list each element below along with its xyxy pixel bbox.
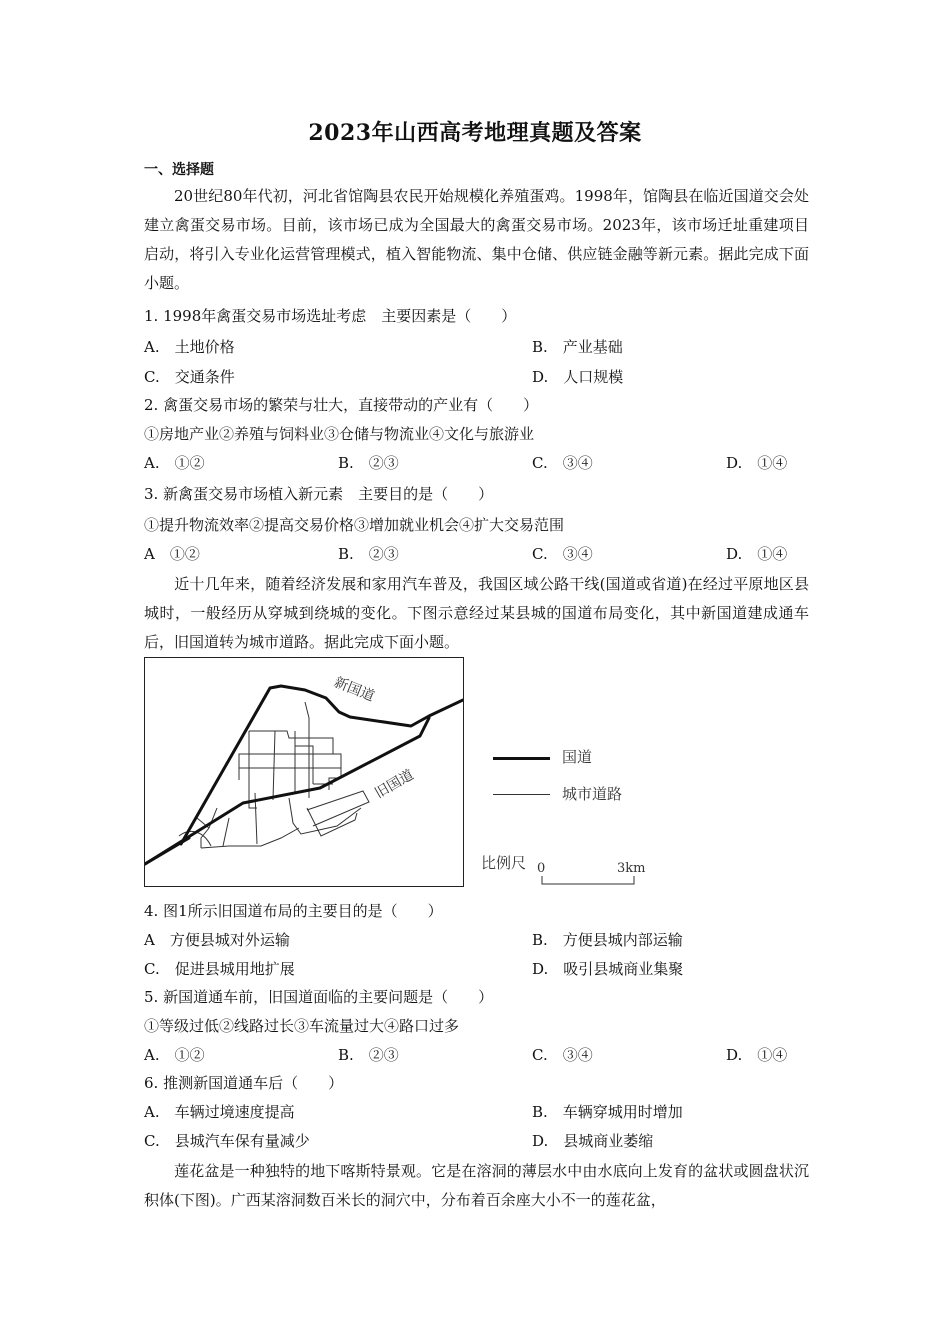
q3-option-d: D. ①④: [726, 545, 788, 563]
question-5-items: ①等级过低②线路过长③车流量过大④路口过多: [144, 1017, 460, 1035]
legend-city-line: [493, 794, 550, 795]
question-5-stem: 5. 新国道通车前，旧国道面临的主要问题是（ ）: [144, 988, 494, 1006]
q6-option-c: C. 县城汽车保有量减少: [144, 1132, 310, 1150]
q5-option-b: B. ②③: [338, 1046, 399, 1064]
q3-option-a: A ①②: [144, 545, 200, 563]
legend-city-label: 城市道路: [562, 785, 623, 803]
road-map-svg: [145, 658, 463, 886]
q4-option-b: B. 方便县城内部运输: [532, 931, 683, 949]
q4-option-c: C. 促进县城用地扩展: [144, 960, 295, 978]
question-2-items: ①房地产业②养殖与饲料业③仓储与物流业④文化与旅游业: [144, 425, 535, 443]
passage-1-text: 20世纪80年代初，河北省馆陶县农民开始规模化养殖蛋鸡。1998年，馆陶县在临近国道交会处建立禽蛋交易市场。目前，该市场已成为全国最大的禽蛋交易市场。2023年，该市场迁址重建项目启动，将引入专业化运营管理模式，植入智能物流、集中仓储、供应链金融等新元素。据此完成下面小题。: [144, 187, 809, 292]
scale-label: 比例尺: [481, 854, 527, 872]
q6-option-d: D. 县城商业萎缩: [532, 1132, 654, 1150]
question-1-stem: 1. 1998年禽蛋交易市场选址考虑 主要因素是（ ）: [144, 307, 517, 325]
q3-option-c: C. ③④: [532, 545, 593, 563]
passage-3-text: 莲花盆是一种独特的地下喀斯特景观。它是在溶洞的薄层水中由水底向上发育的盆状或圆盘状沉积体(下图)。广西某溶洞数百米长的洞穴中，分布着百余座大小不一的莲花盆，: [144, 1162, 809, 1209]
scale-start: 0: [537, 861, 546, 876]
q2-option-b: B. ②③: [338, 454, 399, 472]
q1-option-c: C. 交通条件: [144, 368, 235, 386]
question-2-stem: 2. 禽蛋交易市场的繁荣与壮大，直接带动的产业有（ ）: [144, 396, 539, 414]
question-6-stem: 6. 推测新国道通车后（ ）: [144, 1074, 344, 1092]
passage-3: [144, 1157, 809, 1215]
q5-option-c: C. ③④: [532, 1046, 593, 1064]
q4-option-a: A 方便县城对外运输: [144, 931, 290, 949]
q6-option-a: A. 车辆过境速度提高: [144, 1103, 295, 1121]
road-map-figure: [144, 657, 464, 887]
new-national-road: [181, 686, 463, 844]
q2-option-d: D. ①④: [726, 454, 788, 472]
question-3-stem: 3. 新禽蛋交易市场植入新元素 主要目的是（ ）: [144, 485, 494, 503]
q5-option-d: D. ①④: [726, 1046, 788, 1064]
question-4-stem: 4. 图1所示旧国道布局的主要目的是（ ）: [144, 902, 443, 920]
q4-option-d: D. 吸引县城商业集聚: [532, 960, 684, 978]
scale-end: 3km: [617, 861, 646, 876]
passage-1: [144, 182, 809, 298]
q6-option-b: B. 车辆穿城用时增加: [532, 1103, 683, 1121]
q1-option-d: D. 人口规模: [532, 368, 624, 386]
new-road-label: 新国道: [331, 674, 377, 705]
passage-2-text: 近十几年来，随着经济发展和家用汽车普及，我国区域公路干线(国道或省道)在经过平原地区县城时，一般经历从穿城到绕城的变化。下图示意经过某县城的国道布局变化，其中新国道建成通车后，旧国道转为城市道路。据此完成下面小题。: [144, 575, 809, 651]
old-road-label: 旧国道: [372, 767, 417, 802]
legend-national-label: 国道: [562, 748, 593, 766]
scale-bar-line: [542, 876, 634, 884]
q1-option-b: B. 产业基础: [532, 338, 623, 356]
legend-national-line: [493, 757, 550, 760]
question-3-items: ①提升物流效率②提高交易价格③增加就业机会④扩大交易范围: [144, 516, 565, 534]
q1-option-a: A. 土地价格: [144, 338, 235, 356]
section-heading: 一、选择题: [144, 162, 214, 178]
passage-2: [144, 570, 809, 657]
page-title: 2023年山西高考地理真题及答案: [308, 120, 642, 146]
national-roads: [145, 686, 463, 864]
crossing-road: [145, 838, 189, 864]
q2-option-c: C. ③④: [532, 454, 593, 472]
q2-option-a: A. ①②: [144, 454, 205, 472]
scale-bar: [533, 858, 653, 888]
q5-option-a: A. ①②: [144, 1046, 205, 1064]
q3-option-b: B. ②③: [338, 545, 399, 563]
